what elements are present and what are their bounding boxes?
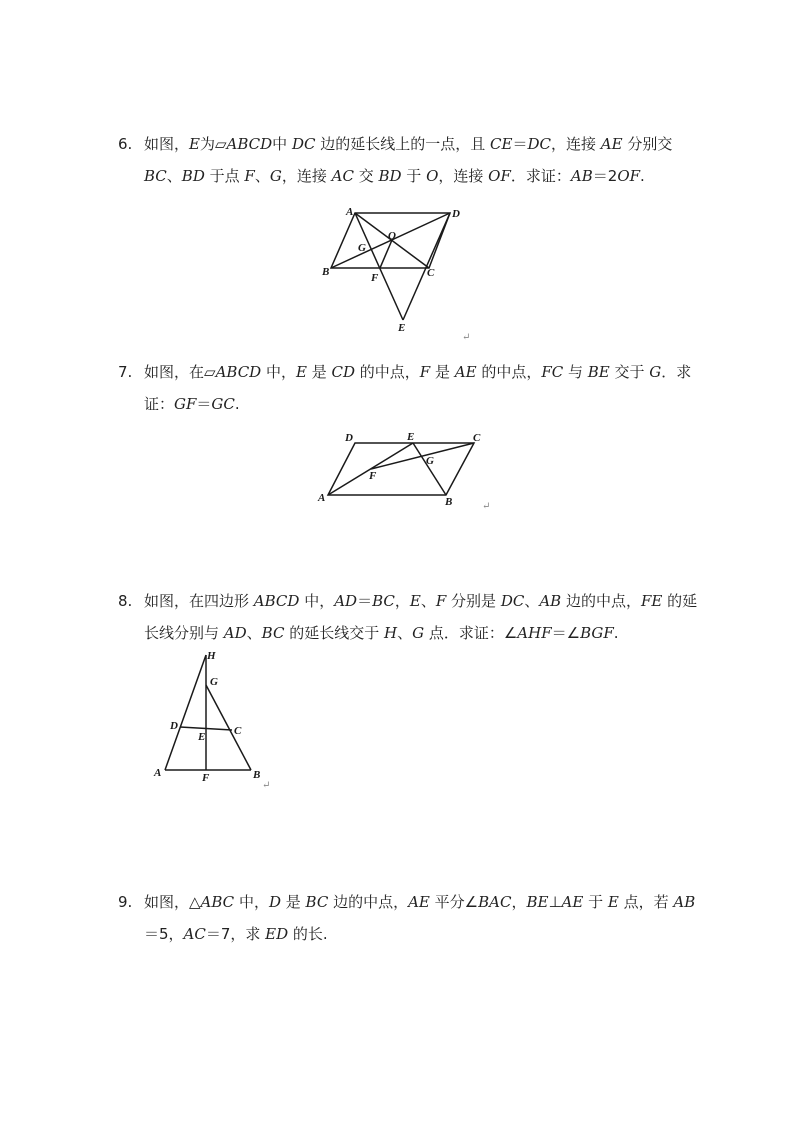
label-f: F bbox=[202, 772, 210, 784]
return-mark: ↵ bbox=[462, 332, 471, 343]
label-e: E bbox=[407, 431, 415, 443]
return-mark: ↵ bbox=[482, 501, 491, 512]
problem-6-line-1: 6. 如图，E为▱ABCD中 DC 边的延长线上的一点，且 CE＝DC，连接 AE 分别交 bbox=[118, 128, 678, 160]
label-b: B bbox=[253, 769, 261, 781]
problem-9-line-1: 9. 如图，△ABC 中，D 是 BC 边的中点，AE 平分∠BAC，BE⊥AE 于 E 点，若 AB bbox=[118, 886, 678, 918]
label-a: A bbox=[346, 206, 354, 218]
return-mark: ↵ bbox=[262, 780, 271, 791]
label-d: D bbox=[170, 720, 178, 732]
label-f: F bbox=[371, 272, 379, 284]
problem-7-line-1: 7. 如图，在▱ABCD 中，E 是 CD 的中点，F 是 AE 的中点，FC 与 BE 交于 G．求 bbox=[118, 356, 678, 388]
label-o: O bbox=[388, 230, 396, 242]
label-c: C bbox=[234, 725, 242, 737]
problem-number: 8. bbox=[118, 592, 133, 610]
problem-8-line-2: 长线分别与 AD、BC 的延长线交于 H、G 点．求证：∠AHF＝∠BGF. bbox=[144, 624, 619, 642]
label-a: A bbox=[154, 767, 162, 779]
label-e: E bbox=[198, 731, 206, 743]
label-c: C bbox=[427, 267, 435, 279]
label-h: H bbox=[207, 650, 216, 662]
parallelogram-symbol: ▱ bbox=[214, 135, 227, 153]
label-a: A bbox=[318, 492, 326, 504]
problem-number: 9. bbox=[118, 893, 133, 911]
label-b: B bbox=[322, 266, 330, 278]
label-c: C bbox=[473, 432, 481, 444]
problem-8-line-1: 8. 如图，在四边形 ABCD 中，AD＝BC，E、F 分别是 DC、AB 边的中点，FE 的延 bbox=[118, 585, 678, 617]
parallelogram-symbol: ▱ bbox=[204, 363, 216, 381]
segment-bg bbox=[206, 685, 251, 770]
label-g: G bbox=[358, 242, 366, 254]
problem-6-line-2: BC、BD 于点 F、G，连接 AC 交 BD 于 O，连接 OF．求证：AB＝2OF. bbox=[144, 167, 645, 185]
segment-ah bbox=[165, 655, 206, 770]
problem-7-line-2: 证：GF＝GC. bbox=[144, 395, 240, 413]
problem-9-line-2: ＝5，AC＝7，求 ED 的长. bbox=[144, 925, 328, 943]
label-d: D bbox=[452, 208, 460, 220]
label-g: G bbox=[426, 455, 434, 467]
label-d: D bbox=[345, 432, 353, 444]
label-b: B bbox=[445, 496, 453, 508]
problem-9 bbox=[118, 886, 696, 950]
label-e: E bbox=[398, 322, 406, 334]
problem-number: 7. bbox=[118, 363, 133, 381]
problem-number: 6. bbox=[118, 135, 133, 153]
label-f: F bbox=[369, 470, 377, 482]
label-g: G bbox=[210, 676, 218, 688]
